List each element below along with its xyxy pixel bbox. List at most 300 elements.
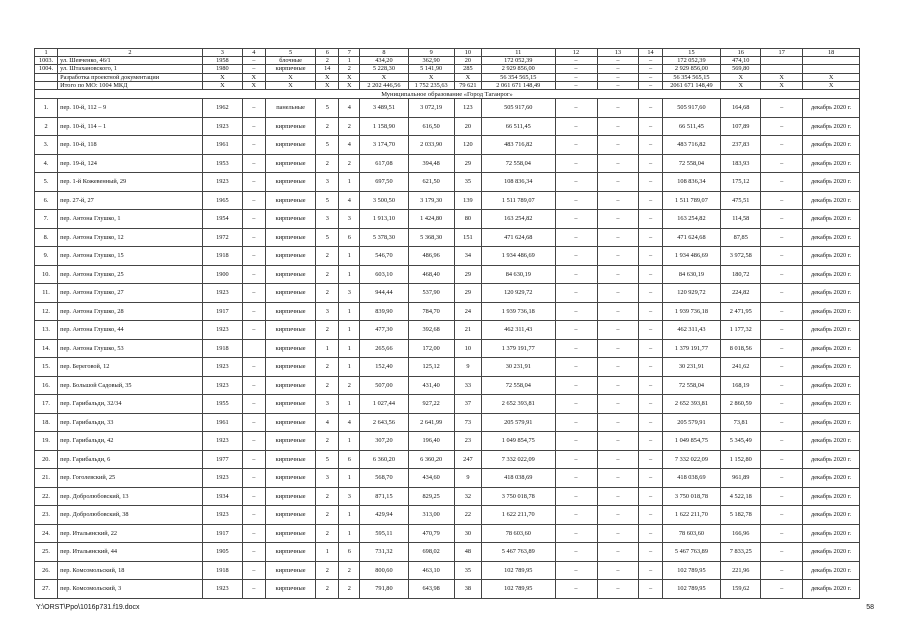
table-cell: 3 — [316, 395, 339, 414]
table-cell: 2 — [339, 65, 360, 73]
table-cell: – — [597, 302, 639, 321]
table-cell: 2 652 393,81 — [662, 395, 721, 414]
table-cell: – — [242, 506, 265, 525]
table-cell: пер. 27-й, 27 — [58, 191, 203, 210]
table-cell: 5 — [316, 191, 339, 210]
table-cell: 4 — [339, 191, 360, 210]
table-cell: 927,22 — [408, 395, 454, 414]
table-cell: 9 — [454, 469, 481, 488]
table-cell: – — [639, 450, 662, 469]
table-cell: кирпичные — [265, 265, 315, 284]
table-cell: 21. — [35, 469, 58, 488]
table-cell: пер. 10-й, 114 – 1 — [58, 117, 203, 136]
table-cell: пер. Антона Глушко, 53 — [58, 339, 203, 358]
column-number-cell: 15 — [662, 49, 721, 57]
table-cell: пер. Антона Глушко, 15 — [58, 247, 203, 266]
table-cell: 2 652 393,81 — [482, 395, 555, 414]
table-cell: 1 379 191,77 — [662, 339, 721, 358]
table-cell: – — [761, 376, 803, 395]
deadline-cell: декабрь 2020 г. — [803, 376, 860, 395]
table-cell: 1003. — [35, 57, 58, 65]
table-cell: – — [761, 506, 803, 525]
table-cell: 2 — [316, 487, 339, 506]
table-cell: 151 — [454, 228, 481, 247]
deadline-cell: декабрь 2020 г. — [803, 395, 860, 414]
table-cell: 307,20 — [360, 432, 408, 451]
table-cell: 471 624,68 — [662, 228, 721, 247]
table-cell: 3 750 018,78 — [482, 487, 555, 506]
table-cell: 418 038,69 — [482, 469, 555, 488]
table-row — [35, 210, 860, 229]
table-cell: X — [761, 81, 803, 89]
table-cell: 1934 — [202, 487, 242, 506]
table-cell: 2 929 856,00 — [482, 65, 555, 73]
table-cell: – — [597, 543, 639, 562]
table-cell: – — [639, 543, 662, 562]
table-cell: 569,80 — [721, 65, 761, 73]
table-cell: – — [761, 210, 803, 229]
table-cell: – — [555, 543, 597, 562]
table-cell: 20. — [35, 450, 58, 469]
table-cell: 1961 — [202, 413, 242, 432]
table-cell: – — [242, 469, 265, 488]
table-cell: – — [639, 413, 662, 432]
table-cell: 2 — [316, 321, 339, 340]
table-cell: кирпичные — [265, 210, 315, 229]
table-cell: 72 558,04 — [662, 154, 721, 173]
table-cell: – — [761, 413, 803, 432]
table-cell: 2 — [316, 154, 339, 173]
table-cell: 205 579,91 — [482, 413, 555, 432]
table-cell: 5 378,30 — [360, 228, 408, 247]
table-cell: 5 467 763,89 — [482, 543, 555, 562]
table-cell: 1 158,90 — [360, 117, 408, 136]
table-cell: 3 — [316, 210, 339, 229]
table-cell: 102 789,95 — [482, 580, 555, 599]
table-cell: 2 471,95 — [721, 302, 761, 321]
deadline-cell: декабрь 2020 г. — [803, 487, 860, 506]
table-cell: 163 254,82 — [482, 210, 555, 229]
table-cell: 2 643,56 — [360, 413, 408, 432]
table-cell: кирпичные — [265, 524, 315, 543]
table-cell — [35, 81, 58, 89]
table-cell: – — [639, 81, 662, 89]
table-cell: X — [803, 81, 860, 89]
table-cell: 72 558,04 — [482, 376, 555, 395]
table-cell: 1923 — [202, 321, 242, 340]
table-cell: 1958 — [202, 57, 242, 65]
table-cell: 1 913,10 — [360, 210, 408, 229]
table-cell: 3 — [339, 210, 360, 229]
table-cell: – — [555, 339, 597, 358]
table-cell: – — [597, 450, 639, 469]
table-cell: пер. Антона Глушко, 44 — [58, 321, 203, 340]
table-cell: 3 — [339, 284, 360, 303]
table-cell: 7 833,25 — [721, 543, 761, 562]
table-cell: 166,96 — [721, 524, 761, 543]
table-cell: – — [555, 561, 597, 580]
table-cell: 7. — [35, 210, 58, 229]
table-cell: 617,08 — [360, 154, 408, 173]
table-cell: 183,93 — [721, 154, 761, 173]
table-cell: пер. Гарибальди, 6 — [58, 450, 203, 469]
table-cell: – — [242, 173, 265, 192]
table-cell: пер. Итальянский, 44 — [58, 543, 203, 562]
deadline-cell: декабрь 2020 г. — [803, 117, 860, 136]
deadline-cell: декабрь 2020 г. — [803, 321, 860, 340]
table-cell: – — [555, 524, 597, 543]
table-cell: 1 — [339, 265, 360, 284]
table-cell: 2 061 671 148,49 — [482, 81, 555, 89]
table-cell: 1 049 854,75 — [482, 432, 555, 451]
table-cell: – — [555, 73, 597, 81]
table-cell: 79 621 — [454, 81, 481, 89]
table-cell: X — [721, 81, 761, 89]
table-cell: – — [597, 376, 639, 395]
table-cell: кирпичные — [265, 247, 315, 266]
table-cell: 241,62 — [721, 358, 761, 377]
table-cell: – — [639, 395, 662, 414]
table-cell: 3 072,19 — [408, 99, 454, 118]
table-cell: 1955 — [202, 395, 242, 414]
table-cell: кирпичные — [265, 543, 315, 562]
table-cell: 3 174,70 — [360, 136, 408, 155]
table-cell: 1004. — [35, 65, 58, 73]
table-cell: 1 — [339, 302, 360, 321]
table-cell: 164,68 — [721, 99, 761, 118]
table-cell: 2 — [339, 561, 360, 580]
table-cell: – — [761, 358, 803, 377]
table-cell: 1923 — [202, 506, 242, 525]
table-cell: – — [242, 191, 265, 210]
table-cell: – — [242, 487, 265, 506]
table-cell: – — [639, 57, 662, 65]
table-cell: – — [242, 99, 265, 118]
table-cell: – — [639, 136, 662, 155]
table-cell: 1 — [316, 339, 339, 358]
table-cell: кирпичные — [265, 413, 315, 432]
table-cell: – — [761, 228, 803, 247]
table-cell: 1 511 789,07 — [662, 191, 721, 210]
table-cell: 546,70 — [360, 247, 408, 266]
deadline-cell: декабрь 2020 г. — [803, 136, 860, 155]
table-cell: 474,10 — [721, 57, 761, 65]
table-cell: 265,66 — [360, 339, 408, 358]
table-cell: – — [639, 432, 662, 451]
table-row — [35, 543, 860, 562]
table-row — [35, 228, 860, 247]
table-cell: 1923 — [202, 173, 242, 192]
table-cell: – — [761, 321, 803, 340]
table-cell: X — [803, 73, 860, 81]
table-cell: – — [639, 117, 662, 136]
table-cell: 34 — [454, 247, 481, 266]
table-cell — [35, 73, 58, 81]
table-cell: – — [555, 210, 597, 229]
table-cell: 1 — [339, 506, 360, 525]
table-cell: 1905 — [202, 543, 242, 562]
table-cell: 1 934 486,69 — [482, 247, 555, 266]
table-cell: 1980 — [202, 65, 242, 73]
table-cell: 1 177,32 — [721, 321, 761, 340]
table-cell: 616,50 — [408, 117, 454, 136]
table-row — [35, 136, 860, 155]
table-cell: 470,79 — [408, 524, 454, 543]
table-cell: 5 182,78 — [721, 506, 761, 525]
table-cell: 1 — [339, 247, 360, 266]
table-cell: – — [242, 376, 265, 395]
table-cell: 21 — [454, 321, 481, 340]
table-cell: – — [639, 580, 662, 599]
table-cell: – — [242, 247, 265, 266]
table-cell: – — [555, 432, 597, 451]
table-cell: – — [639, 65, 662, 73]
table-cell: X — [202, 73, 242, 81]
table-cell: 8 018,56 — [721, 339, 761, 358]
table-cell: 4. — [35, 154, 58, 173]
table-cell: 2 — [316, 284, 339, 303]
table-cell: кирпичные — [265, 117, 315, 136]
table-cell: 1918 — [202, 247, 242, 266]
table-cell: – — [761, 339, 803, 358]
table-cell: пер. Гарибальди, 32/34 — [58, 395, 203, 414]
table-cell: пер. Антона Глушко, 1 — [58, 210, 203, 229]
table-cell: 152,40 — [360, 358, 408, 377]
table-cell: – — [555, 265, 597, 284]
table-row — [35, 506, 860, 525]
table-cell: 1 752 235,63 — [408, 81, 454, 89]
table-cell: 3. — [35, 136, 58, 155]
table-cell: 4 — [339, 99, 360, 118]
table-cell: – — [242, 413, 265, 432]
table-cell: 1 379 191,77 — [482, 339, 555, 358]
table-cell: пер. Гарибальди, 42 — [58, 432, 203, 451]
table-cell: 5 — [316, 450, 339, 469]
table-cell: 2 202 446,56 — [360, 81, 408, 89]
table-cell: – — [555, 450, 597, 469]
table-cell: – — [761, 265, 803, 284]
table-cell: кирпичные — [265, 321, 315, 340]
table-cell: 14. — [35, 339, 58, 358]
table-cell: 483 716,82 — [662, 136, 721, 155]
register-table — [34, 48, 860, 599]
table-cell: 5 345,49 — [721, 432, 761, 451]
table-row — [35, 358, 860, 377]
table-cell: – — [597, 506, 639, 525]
table-cell: – — [639, 228, 662, 247]
table-cell: 1917 — [202, 302, 242, 321]
table-cell: X — [408, 73, 454, 81]
table-cell: 1 152,80 — [721, 450, 761, 469]
column-number-cell: 4 — [242, 49, 265, 57]
table-cell: кирпичные — [265, 561, 315, 580]
table-cell: 1953 — [202, 154, 242, 173]
table-cell: – — [555, 358, 597, 377]
table-cell: 9. — [35, 247, 58, 266]
column-number-cell: 5 — [265, 49, 315, 57]
table-cell: 30 231,91 — [482, 358, 555, 377]
table-cell: пер. Большой Садовый, 35 — [58, 376, 203, 395]
table-cell: – — [242, 265, 265, 284]
column-number-cell: 18 — [803, 49, 860, 57]
table-cell: пер. 1-й Кожевенный, 29 — [58, 173, 203, 192]
table-cell: – — [597, 228, 639, 247]
table-cell: 1917 — [202, 524, 242, 543]
table-cell: – — [761, 117, 803, 136]
table-cell: – — [639, 302, 662, 321]
deadline-cell: декабрь 2020 г. — [803, 506, 860, 525]
table-cell: 791,80 — [360, 580, 408, 599]
column-number-cell: 11 — [482, 49, 555, 57]
table-cell: – — [555, 376, 597, 395]
table-cell: 568,70 — [360, 469, 408, 488]
table-cell: 168,19 — [721, 376, 761, 395]
table-cell: 2 — [316, 506, 339, 525]
table-cell: – — [555, 228, 597, 247]
table-cell: – — [242, 358, 265, 377]
table-cell: X — [316, 81, 339, 89]
table-cell: 4 — [339, 413, 360, 432]
table-cell: 10. — [35, 265, 58, 284]
column-number-cell: 1 — [35, 49, 58, 57]
deadline-cell: декабрь 2020 г. — [803, 284, 860, 303]
table-row — [35, 57, 860, 65]
table-cell: X — [242, 81, 265, 89]
table-cell: 35 — [454, 561, 481, 580]
table-cell: 1 — [339, 395, 360, 414]
table-cell: пер. Антона Глушко, 27 — [58, 284, 203, 303]
table-cell: X — [339, 73, 360, 81]
column-number-row — [35, 49, 860, 57]
table-cell: 839,90 — [360, 302, 408, 321]
table-cell: – — [761, 432, 803, 451]
table-cell: 2 — [339, 117, 360, 136]
table-cell: – — [639, 469, 662, 488]
table-cell: – — [597, 81, 639, 89]
table-cell: пер. Добролюбовский, 38 — [58, 506, 203, 525]
table-cell: 1 — [339, 358, 360, 377]
table-cell: 3 750 018,78 — [662, 487, 721, 506]
table-cell: 8. — [35, 228, 58, 247]
table-cell: 26. — [35, 561, 58, 580]
table-cell: пер. Комсомольский, 3 — [58, 580, 203, 599]
table-cell: 1972 — [202, 228, 242, 247]
table-cell: 78 603,60 — [482, 524, 555, 543]
table-cell: 1954 — [202, 210, 242, 229]
table-cell — [761, 57, 803, 65]
table-cell: – — [597, 210, 639, 229]
summary-row — [35, 81, 860, 89]
table-cell: 73,81 — [721, 413, 761, 432]
table-cell: 505 917,60 — [662, 99, 721, 118]
table-cell: 5 — [316, 228, 339, 247]
table-cell: – — [242, 65, 265, 73]
table-cell: 1 939 736,18 — [482, 302, 555, 321]
table-cell: – — [597, 173, 639, 192]
table-cell: 20 — [454, 117, 481, 136]
table-cell: 20 — [454, 57, 481, 65]
table-cell: – — [555, 247, 597, 266]
table-cell: пер. Добролюбовский, 13 — [58, 487, 203, 506]
table-cell: – — [597, 57, 639, 65]
table-cell: 944,44 — [360, 284, 408, 303]
table-cell: – — [242, 154, 265, 173]
table-cell: – — [242, 136, 265, 155]
table-cell: – — [597, 154, 639, 173]
table-cell: – — [555, 506, 597, 525]
table-cell: – — [761, 561, 803, 580]
table-cell: – — [597, 413, 639, 432]
table-cell: 221,96 — [721, 561, 761, 580]
table-row — [35, 321, 860, 340]
table-cell: кирпичные — [265, 450, 315, 469]
table-cell: кирпичные — [265, 506, 315, 525]
table-cell: кирпичные — [265, 136, 315, 155]
table-cell: – — [555, 580, 597, 599]
table-row — [35, 191, 860, 210]
table-cell: – — [639, 561, 662, 580]
table-cell: 80 — [454, 210, 481, 229]
deadline-cell: декабрь 2020 г. — [803, 99, 860, 118]
table-cell: 1961 — [202, 136, 242, 155]
table-cell: 84 630,19 — [662, 265, 721, 284]
table-cell: 175,12 — [721, 173, 761, 192]
table-cell: – — [597, 339, 639, 358]
deadline-cell: декабрь 2020 г. — [803, 339, 860, 358]
table-cell: – — [761, 524, 803, 543]
table-cell: – — [597, 524, 639, 543]
deadline-cell: декабрь 2020 г. — [803, 358, 860, 377]
table-cell: 2 — [35, 117, 58, 136]
column-number-cell: 7 — [339, 49, 360, 57]
table-cell: 2 641,99 — [408, 413, 454, 432]
table-cell: – — [639, 210, 662, 229]
table-cell: 2061 671 148,49 — [662, 81, 721, 89]
table-cell: – — [242, 450, 265, 469]
table-row — [35, 395, 860, 414]
summary-row — [35, 73, 860, 81]
table-cell: кирпичные — [265, 154, 315, 173]
table-cell: 23 — [454, 432, 481, 451]
table-cell: блочные — [265, 57, 315, 65]
table-cell: 1 027,44 — [360, 395, 408, 414]
table-cell: – — [242, 284, 265, 303]
table-row — [35, 339, 860, 358]
table-cell: 2 — [316, 247, 339, 266]
table-cell: пер. 19-й, 124 — [58, 154, 203, 173]
table-cell: кирпичные — [265, 395, 315, 414]
table-cell: – — [597, 117, 639, 136]
table-cell: – — [639, 247, 662, 266]
table-cell: 30 — [454, 524, 481, 543]
table-cell: 11. — [35, 284, 58, 303]
table-cell: 29 — [454, 265, 481, 284]
table-cell: пер. Комсомольский, 18 — [58, 561, 203, 580]
table-cell: – — [639, 376, 662, 395]
table-cell: 2 — [316, 265, 339, 284]
table-cell: 1923 — [202, 376, 242, 395]
table-cell: – — [242, 210, 265, 229]
table-cell: X — [761, 73, 803, 81]
table-cell: 120 929,72 — [662, 284, 721, 303]
table-cell: 431,40 — [408, 376, 454, 395]
table-cell: – — [761, 302, 803, 321]
table-cell: 462 311,43 — [662, 321, 721, 340]
table-cell: 2 860,59 — [721, 395, 761, 414]
table-cell: пер. 10-й, 118 — [58, 136, 203, 155]
table-cell — [242, 339, 265, 358]
table-cell: 5 368,30 — [408, 228, 454, 247]
